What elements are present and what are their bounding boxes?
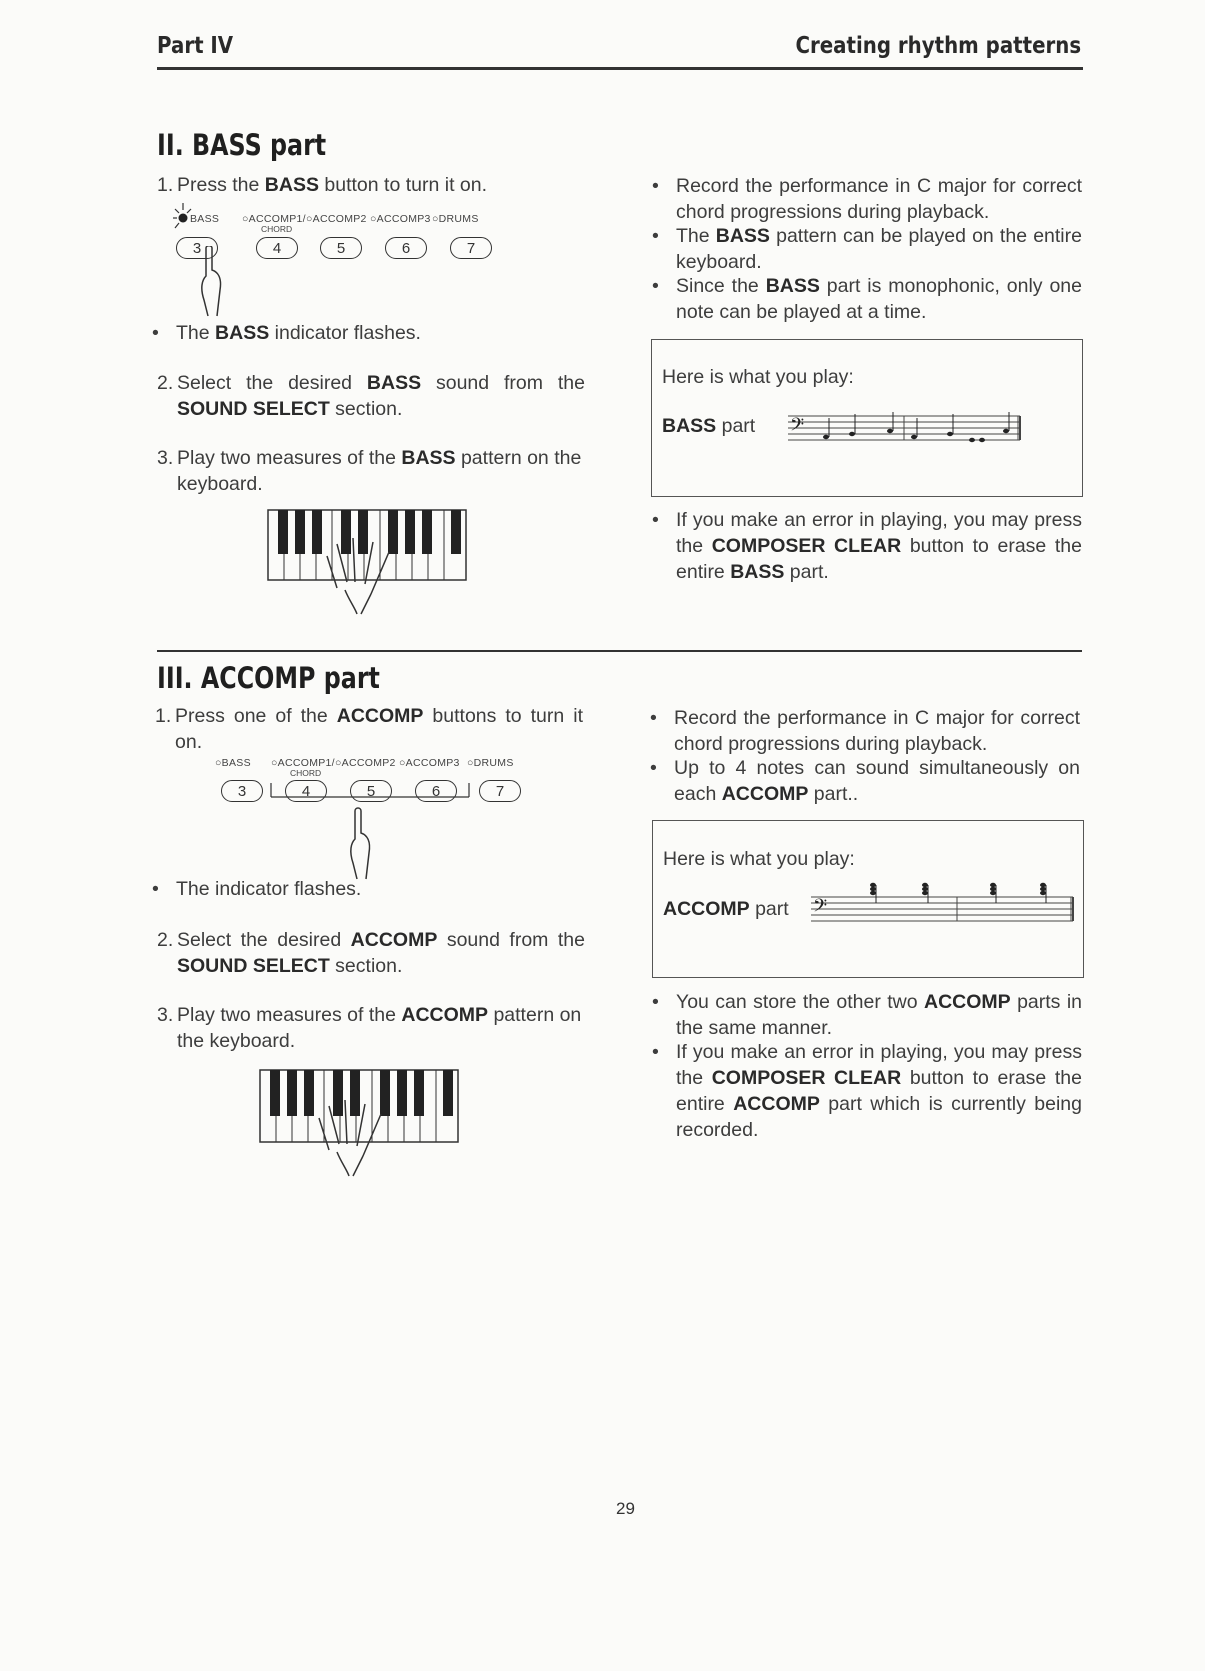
button-4[interactable]: 4 bbox=[285, 780, 327, 802]
button-5[interactable]: 5 bbox=[350, 780, 392, 802]
accomp-section-title: III. ACCOMP part bbox=[157, 661, 380, 695]
accomp-bracket bbox=[265, 783, 495, 803]
accomp-step-3: 3. Play two measures of the ACCOMP pattern on the keyboard. bbox=[157, 1004, 582, 1052]
bass-right-bullet-4: • If you make an error in playing, you may press the COMPOSER CLEAR button to erase the entire BASS part. bbox=[652, 509, 1082, 583]
bass-right-bullet-3: • Since the BASS part is monophonic, only one note can be played at a time. bbox=[652, 275, 1082, 323]
button-3[interactable]: 3 bbox=[221, 780, 263, 802]
bass-example-box bbox=[651, 339, 1083, 497]
accomp-box-heading: Here is what you play: bbox=[663, 848, 855, 870]
button-5[interactable]: 5 bbox=[320, 237, 362, 259]
bass-step-3: 3. Play two measures of the BASS pattern on the keyboard. bbox=[157, 447, 582, 495]
bass-step-1: 1. Press the BASS button to turn it on. bbox=[157, 174, 488, 196]
svg-text:𝄢: 𝄢 bbox=[813, 896, 828, 921]
bass-right-bullet-2: • The BASS pattern can be played on the entire keyboard. bbox=[652, 225, 1082, 273]
section-divider bbox=[157, 650, 1082, 652]
accomp2-indicator-label: ○ACCOMP2 bbox=[306, 213, 367, 225]
accomp-right-bullet-1: • Record the performance in C major for correct chord progressions during playback. bbox=[650, 707, 1080, 755]
header-part-label: Part IV bbox=[157, 33, 234, 59]
drums-indicator-label: ○DRUMS bbox=[467, 757, 514, 769]
pressing-finger-icon bbox=[347, 807, 397, 885]
button-3[interactable]: 3 bbox=[176, 237, 218, 259]
bass-indicator-note: • The BASS indicator flashes. bbox=[152, 322, 421, 344]
accomp3-indicator-label: ○ACCOMP3 bbox=[399, 757, 460, 769]
header-chapter-title: Creating rhythm patterns bbox=[795, 33, 1081, 59]
keyboard-hand-illustration bbox=[265, 508, 470, 616]
bass-section-title: II. BASS part bbox=[157, 128, 327, 162]
pressing-finger-icon bbox=[198, 246, 248, 321]
accomp-indicator-note: • The indicator flashes. bbox=[152, 878, 362, 900]
header-rule bbox=[157, 67, 1083, 70]
accomp3-indicator-label: ○ACCOMP3 bbox=[370, 213, 431, 225]
accomp-notation-staff bbox=[809, 881, 1075, 925]
bass-indicator-label: ○BASS bbox=[215, 757, 251, 769]
bass-step-2: 2. Select the desired BASS sound from the SOUND SELECT section. bbox=[157, 372, 585, 420]
accomp-button-panel bbox=[215, 755, 535, 875]
accomp1-indicator-label: ○ACCOMP1/ bbox=[271, 757, 335, 769]
button-4[interactable]: 4 bbox=[256, 237, 298, 259]
button-7[interactable]: 7 bbox=[479, 780, 521, 802]
bass-box-label: BASS part bbox=[662, 415, 756, 437]
accomp2-indicator-label: ○ACCOMP2 bbox=[335, 757, 396, 769]
button-6[interactable]: 6 bbox=[385, 237, 427, 259]
bass-box-heading: Here is what you play: bbox=[662, 366, 854, 388]
svg-text:𝄢: 𝄢 bbox=[790, 415, 805, 440]
accomp-right-bullet-4: • If you make an error in playing, you may press the COMPOSER CLEAR button to erase the entire ACCOMP part which is currently being recorded. bbox=[652, 1041, 1082, 1141]
keyboard-hand-illustration bbox=[257, 1068, 462, 1178]
button-6[interactable]: 6 bbox=[415, 780, 457, 802]
accomp1-indicator-label: ○ACCOMP1/ bbox=[242, 213, 306, 225]
bass-right-bullet-1: • Record the performance in C major for correct chord progressions during playback. bbox=[652, 175, 1082, 223]
accomp-step-1: 1. Press one of the ACCOMP buttons to turn it on. bbox=[155, 705, 583, 753]
chord-label: CHORD bbox=[261, 224, 293, 234]
accomp-example-box bbox=[652, 820, 1084, 978]
accomp-step-2: 2. Select the desired ACCOMP sound from the SOUND SELECT section. bbox=[157, 929, 585, 977]
drums-indicator-label: ○DRUMS bbox=[432, 213, 479, 225]
page-number: 29 bbox=[616, 1499, 635, 1518]
button-7[interactable]: 7 bbox=[450, 237, 492, 259]
bass-notation-staff bbox=[786, 410, 1022, 446]
bass-indicator-label: BASS bbox=[190, 213, 220, 225]
accomp-right-bullet-3: • You can store the other two ACCOMP parts in the same manner. bbox=[652, 991, 1082, 1039]
accomp-right-bullet-2: • Up to 4 notes can sound simultaneously on each ACCOMP part.. bbox=[650, 757, 1080, 805]
chord-label: CHORD bbox=[290, 768, 322, 778]
accomp-box-label: ACCOMP part bbox=[663, 898, 789, 920]
bass-button-panel bbox=[172, 200, 512, 320]
